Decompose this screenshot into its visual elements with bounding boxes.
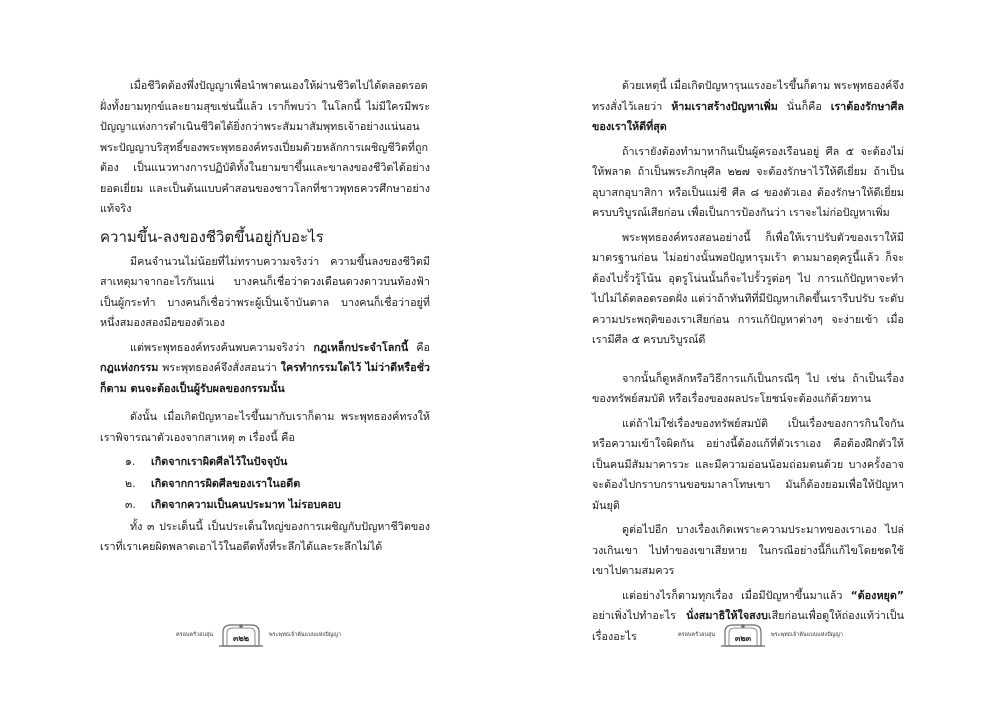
right-paragraph-2: ถ้าเรายังต้องทำมาหากินเป็นผู้ครองเรือนอยู่ ศีล ๕ จะต้องไม่ให้พลาด ถ้าเป็นพระภิกษุศีล ๒๒๗ จะต้องรักษาไว้ให้ดีเยี่ยม ถ้าเป็นอุบาสกอุบาสิกา หรือเป็นแม่ชี ศีล ๘ ของตัวเอง ต้องรักษาให้ดีเยี่ยมครบบริบูรณ์เสียก่อน เพื่อเป็นการป้องกันว่า เราจะไม่ก่อปัญหาเพิ่ม (592, 144, 904, 219)
right-footer (678, 620, 843, 650)
left-paragraph-3: แต่พระพุทธองค์ทรงค้นพบความจริงว่า กฎเหล็กประจำโลกนี้ คือ กฎแห่งกรรม พระพุทธองค์จึงสั่งสอนว่า ใครทำกรรมใดไว้ ไม่ว่าดีหรือชั่วก็ตาม ตนจะต้องเป็นผู้รับผลของกรรมนั้น (100, 340, 431, 395)
right-paragraph-3: พระพุทธองค์ทรงสอนอย่างนี้ ก็เพื่อให้เราปรับตัวของเราให้มีมาตรฐานก่อน ไม่อย่างนั้นพอปัญหารุมเร้า ตามมาอตุครูนี้แล้ว ก็จะต้องไปรั้วรู้โน้น อุตรูโน่นนั้นก็จะไปรั้วรูต่อๆ ไป การแก้ปัญหาจะทำไปไม่ได้ตลอดรอดฝั่ง แต่ว่าถ้าทันทีที่มีปัญหาเกิดขึ้นเรารีบปรับ ระดับความประพฤติของเราเสียก่อน การแก้ปัญหาต่างๆ จะง่ายเข้า เมื่อเรามีศีล ๕ ครบบริบูรณ์ดี (592, 230, 904, 346)
right-text-column (592, 76, 904, 651)
footer-chapter-title: พระพุทธเจ้าต้นแบบแห่งปัญญา (771, 632, 844, 638)
footer-book-title: ครอบครัวอบอุ่น (176, 632, 214, 638)
page-number: ๓๒๓ (734, 634, 752, 643)
cause-list-item: ๓. เกิดจากความเป็นคนประมาท ไม่รอบคอบ (125, 498, 341, 511)
left-paragraph-1: เมื่อชีวิตต้องพึ่งปัญญาเพื่อนำพาตนเองให้ผ่านชีวิตไปได้ตลอดรอดฝั่งทั้งยามทุกข์และยามสุขเช่นนี้แล้ว เราก็พบว่า ในโลกนี้ ไม่มีใครมีพระปัญญาแห่งการดำเนินชีวิตได้ยิ่งกว่าพระสัมมาสัมพุทธเจ้าอย่างแน่นอน พระปัญญาบริสุทธิ์ของพระพุทธองค์ทรงเปี่ยมด้วยหลักการเผชิญชีวิตที่ถูกต้อง เป็นแนวทางการปฏิบัติทั้งในยามขาขึ้นและขาลงของชีวิตได้อย่างยอดเยี่ยม และเป็นต้นแบบคำสอนของชาวโลกที่ชาวพุทธควรศึกษาอย่างแท้จริง (100, 79, 430, 215)
cause-list-item: ๑. เกิดจากเราผิดศีลไว้ในปัจจุบัน (125, 455, 288, 468)
right-page (500, 0, 1000, 707)
page-number: ๓๒๒ (233, 634, 250, 643)
left-paragraph-4: ดังนั้น เมื่อเกิดปัญหาอะไรขึ้นมากับเราก็ตาม พระพุทธองค์ทรงให้เราพิจารณาตัวเองจากสาเหตุ ๓ เรื่องนี้ คือ (100, 410, 430, 444)
section-heading: ความขึ้น-ลงของชีวิตขึ้นอยู่กับอะไร (100, 227, 324, 246)
left-text-column (100, 76, 430, 562)
cause-list-item: ๒. เกิดจากการผิดศีลของเราในอดีต (125, 476, 301, 490)
ornate-page-number-frame-icon (219, 622, 263, 648)
right-paragraph-5: แต่ถ้าไม่ใช่เรื่องของทรัพย์สมบัติ เป็นเรื่องของการกินใจกัน หรือความเข้าใจผิดกัน อย่างนี้ต้องแก้ที่ตัวเราเอง คือต้องฝึกตัวให้เป็นคนมีสัมมาคารวะ และมีความอ่อนน้อมถ่อมตนด้วย บางครั้งอาจจะต้องไปกราบกรานขอขมาลาโทษเขา มันก็ต้องยอมเพื่อให้ปัญหามันยุติ (592, 416, 904, 512)
right-paragraph-6: ดูต่อไปอีก บางเรื่องเกิดเพราะความประมาทของเราเอง ไปล่วงเกินเขา ไปทำของเขาเสียหาย ในกรณีอย่างนี้ก็แก้ไขโดยชดใช้เขาไปตามสมควร (592, 523, 904, 577)
right-paragraph-1: ด้วยเหตุนี้ เมื่อเกิดปัญหารุนแรงอะไรขึ้นก็ตาม พระพุทธองค์จึงทรงสั่งไว้เลยว่า ห้ามเราสร้างปัญหาเพิ่ม นั่นก็คือ เราต้องรักษาศีลของเราให้ดีที่สุด (592, 79, 904, 133)
footer-book-title: ครอบครัวอบอุ่น (678, 632, 716, 638)
left-paragraph-5: ทั้ง ๓ ประเด็นนี้ เป็นประเด็นใหญ่ของการเผชิญกับปัญหาชีวิตของเราที่เราเคยผิดพลาดเอาไว้ในอดีตทั้งที่ระลึกได้และระลึกไม่ได้ (100, 519, 430, 553)
left-footer (176, 620, 341, 650)
ornate-page-number-frame-icon (721, 622, 765, 648)
right-paragraph-7: แต่อย่างไรก็ตามทุกเรื่อง เมื่อมีปัญหาขึ้นมาแล้ว “ต้องหยุด” อย่าเพิ่งไปทำอะไร นั่งสมาธิให้ใจสงบเสียก่อนเพื่อดูให้ถ่องแท้ว่าเป็นเรื่องอะไร (592, 588, 904, 643)
left-paragraph-2: มีคนจำนวนไม่น้อยที่ไม่ทราบความจริงว่า ความขึ้นลงของชีวิตมีสาเหตุมาจากอะไรกันแน่ บางคนก็เชื่อว่าดวงเดือนดวงดาวบนท้องฟ้าเป็นผู้กระทำ บางคนก็เชื่อว่าพระผู้เป็นเจ้าบันดาล บางคนก็เชื่อว่าอยู่ที่หนึ่งสมองสองมือของตัวเอง (100, 254, 430, 329)
footer-chapter-title: พระพุทธเจ้าต้นแบบแห่งปัญญา (269, 632, 342, 638)
right-paragraph-4: จากนั้นก็ดูหลักหรือวิธีการแก้เป็นกรณีๆ ไป เช่น ถ้าเป็นเรื่องของทรัพย์สมบัติ หรือเรื่องของผลประโยชน์จะต้องแก้ด้วยทาน (592, 371, 904, 405)
